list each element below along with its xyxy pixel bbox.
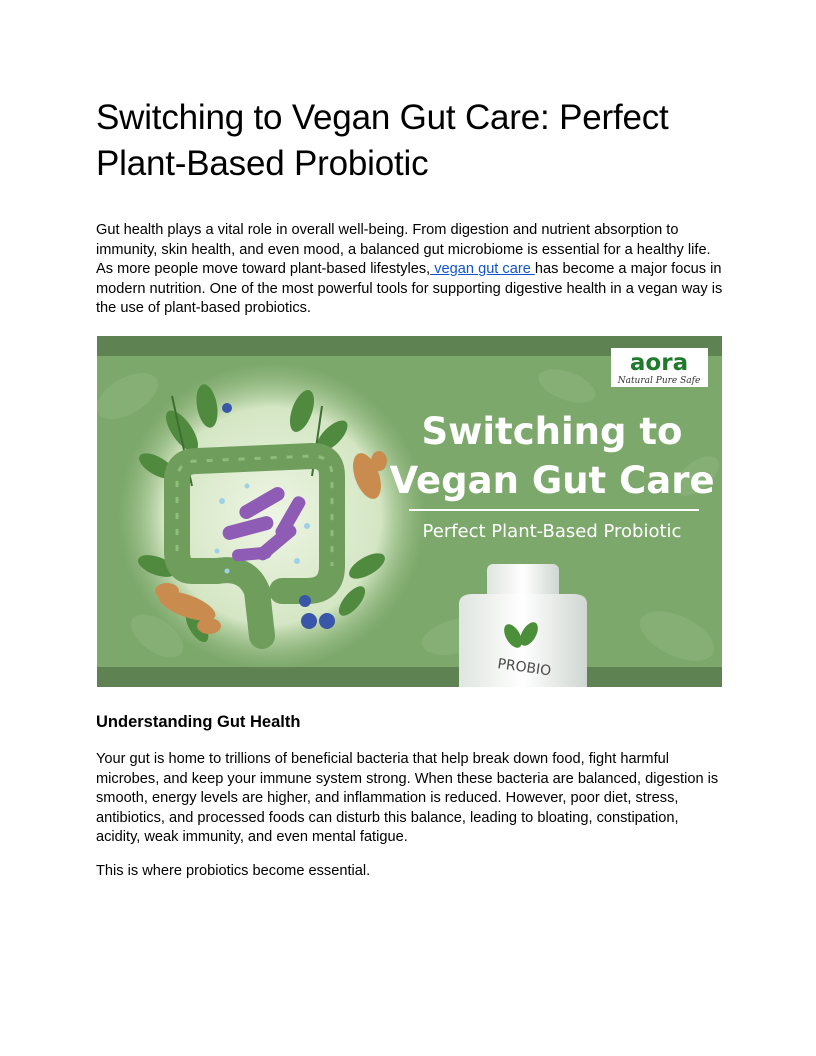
intro-text-start: Gut health plays a vital role in overall well-being. From digestion and nutrient absorption to immunity, skin health, and even mood, a balanced gut microbiome is essential for a healthy life. As more people move toward plant-based lifestyles, [96,222,711,278]
section-heading: Understanding Gut Health [96,713,301,731]
closing-paragraph: This is where probiotics become essential. [96,863,371,879]
banner-headline-line-1: Switching to [421,410,683,453]
bottle-label: PROBIO [496,656,553,680]
banner-subheadline: Perfect Plant-Based Probiotic [422,521,682,542]
title-line-1: Switching to Vegan Gut Care: Perfect [96,98,669,137]
vegan-gut-care-link[interactable]: vegan gut care [430,261,535,278]
aora-logo [611,348,708,387]
banner-headline-line-2: Vegan Gut Care [389,459,715,502]
brand-name: aora [629,350,689,376]
hero-banner-image [97,336,722,687]
intro-paragraph [96,221,724,319]
intro-text-end: has become a major focus in modern nutrition. One of the most powerful tools for supporting digestive health in a vegan way is the use of plant-based probiotics. [96,261,723,317]
section-paragraph: Your gut is home to trillions of beneficial bacteria that help break down food, fight harmful microbes, and keep your immune system strong. When these bacteria are balanced, digestion is smooth, energy levels are higher, and inflammation is reduced. However, poor diet, stress, antibiotics, and processed foods can disturb this balance, leading to bloating, constipation, acidity, weak immunity, and even mental fatigue. [96,751,719,846]
page-title [96,95,736,187]
brand-tagline: Natural Pure Safe [617,376,701,386]
title-line-2: Plant-Based Probiotic [96,144,429,183]
